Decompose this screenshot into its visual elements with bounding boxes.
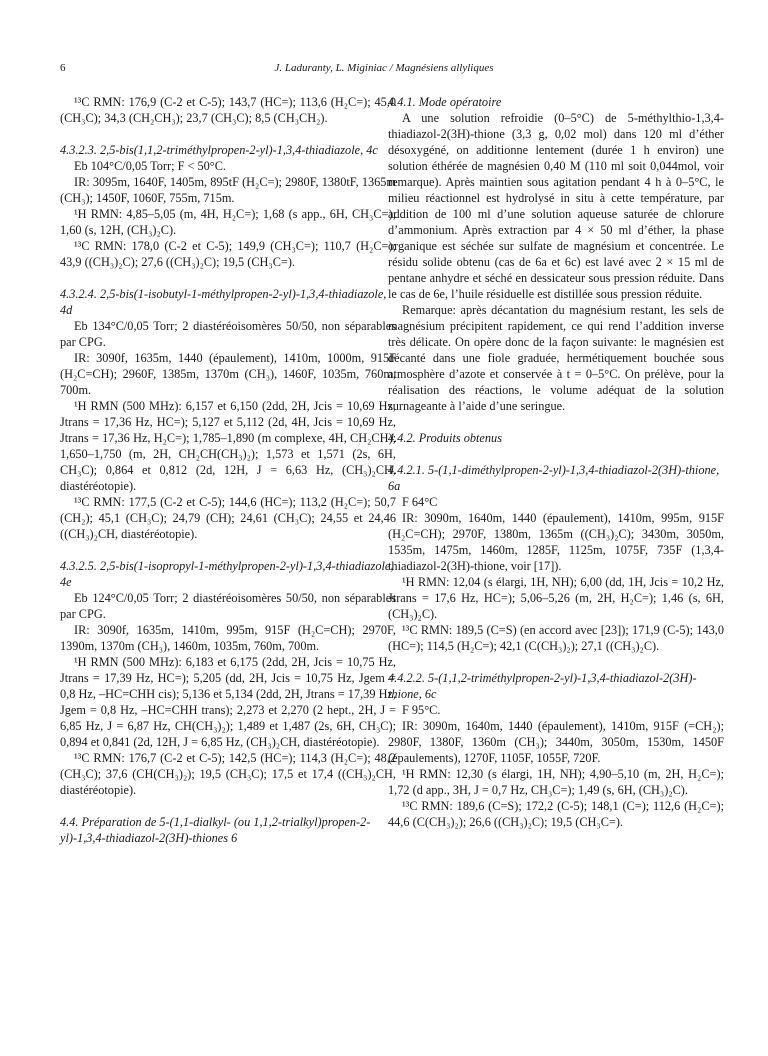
h1-nmr-4e: ¹H RMN (500 MHz): 6,183 et 6,175 (2dd, 2H, Jcis = 10,75 Hz, Jtrans = 17,39 Hz, HC=); 5,205 (dd, 2H, Jcis = 10,75 Hz, Jgem = 0,8 Hz, –HC=CHH cis); 5,136 et 5,134 (2dd, 2H, Jtrans = 17,39 Hz, Jgem = 0,8 Hz, –HC=CHH trans); 2,273 et 2,270 (2 hept., 2H, J = 6,85 Hz, J = 6,87 Hz, CH(CH₃)₂); 1,489 et 1,487 (2s, 6H, CH₃C); 0,894 et 0,841 (2d, 12H, J = 6,85 Hz, (CH₃)₂CH, diastéréotopie).: [60, 655, 396, 749]
ir-6a: IR: 3090m, 1640m, 1440 (épaulement), 1410m, 995m, 915F (H₂C=CH); 2970F, 1380m, 1365m ((CH₃)₂C); 3430m, 3050m, 1535m, 1475m, 1460m, 1285F, 1125m, 1075F, 735F (1,3,4-thiadiazol-2(3H)-thione, voir [17]).: [388, 511, 724, 573]
c13-nmr-4d: ¹³C RMN: 177,5 (C-2 et C-5); 144,6 (HC=); 113,2 (H₂C=); 50,7 (CH₂); 45,1 (CH₃C); 24,79 (CH); 24,61 (CH₃C); 24,55 et 24,46 ((CH₃)₂CH, diastéréotopie).: [60, 495, 396, 541]
h1-nmr-6a: ¹H RMN: 12,04 (s élargi, 1H, NH); 6,00 (dd, 1H, Jcis = 10,2 Hz, Jtrans = 17,6 Hz, HC=); 5,06–5,26 (m, 2H, H₂C=); 1,46 (s, 6H, (CH₃)₂C).: [388, 575, 724, 621]
h1-nmr-4c: ¹H RMN: 4,85–5,05 (m, 4H, H₂C=); 1,68 (s app., 6H, CH₃C=); 1,60 (s, 12H, (CH₃)₂C).: [60, 207, 396, 237]
c13-nmr-6c: ¹³C RMN: 189,6 (C=S); 172,2 (C-5); 148,1 (C=); 112,6 (H₂C=); 44,6 (C(CH₃)₂); 26,6 ((CH₃)₂C); 19,5 (CH₃C=).: [388, 799, 724, 829]
melting-point-6a: F 64°C: [402, 495, 438, 509]
section-heading-6c: 4.4.2.2. 5-(1,1,2-triméthylpropen-2-yl)-1,3,4-thiadiazol-2(3H)-thione, 6c: [388, 671, 697, 701]
remark-paragraph: Remarque: après décantation du magnésium restant, les sels de magnésium précipitent rapidement, ce qui rend l’addition inverse très délicate. On opère donc de la façon suivante: le magnésien est décanté dans une fiole graduée, hermétiquement bouchée sous atmosphère d’azote et conservée à t = 0–5°C. On prélève, pour la réalisation des réactions, le volume adéquat de la solution surnageante à l’aide d’une seringue.: [388, 303, 724, 413]
section-heading-produits: 4.4.2. Produits obtenus: [388, 431, 502, 445]
left-column: [60, 94, 396, 846]
page-number: 6: [60, 62, 66, 74]
section-heading-4-4: 4.4. Préparation de 5-(1,1-dialkyl- (ou 1,1,2-trialkyl)propen-2-yl)-1,3,4-thiadiazol-2(3H)-thiones 6: [60, 815, 371, 845]
section-heading-mode-operatoire: 4.4.1. Mode opératoire: [388, 95, 502, 109]
ir-4d: IR: 3090f, 1635m, 1440 (épaulement), 1410m, 1000m, 915F (H₂C=CH); 2960F, 1385m, 1370m (CH₃), 1460F, 1035m, 760m, 700m.: [60, 351, 396, 397]
boiling-point-4e: Eb 124°C/0,05 Torr; 2 diastéréoisomères 50/50, non séparables par CPG.: [60, 591, 396, 621]
ir-6c: IR: 3090m, 1640m, 1440 (épaulement), 1410m, 915F (=CH₂); 2980F, 1380F, 1360m (CH₃); 3440m, 3050m, 1530m, 1450F (épaulements), 1270F, 1105F, 1055F, 720F.: [388, 719, 724, 765]
section-heading-4c: 4.3.2.3. 2,5-bis(1,1,2-triméthylpropen-2-yl)-1,3,4-thiadiazole, 4c: [60, 143, 378, 157]
procedure-paragraph: A une solution refroidie (0–5°C) de 5-méthylthio-1,3,4-thiadiazol-2(3H)-thione (3,3 g, 0,02 mol) dans 120 ml d’éther désoxygéné, on additionne lentement (durée 1 h environ) une solution éthérée de magnésien 0,40 M (110 ml soit 0,044mol, voir remarque). Après maintien sous agitation pendant 4 h à 0–5°C, le milieu réactionnel est hydrolysé in situ à cette température, par addition de 100 ml d’une solution aqueuse saturée de chlorure d’ammonium. Après extraction par 4 × 50 ml d’éther, la phase organique est séchée sur sulfate de magnésium et concentrée. Le résidu solide obtenu (cas de 6a et 6c) est lavé avec 2 × 15 ml de pentane anhydre et séché en dessicateur sous pression réduite. Dans le cas de 6e, l’huile résiduelle est distillée sous pression réduite.: [388, 111, 724, 301]
h1-nmr-4d: ¹H RMN (500 MHz): 6,157 et 6,150 (2dd, 2H, Jcis = 10,69 Hz, Jtrans = 17,36 Hz, HC=); 5,127 et 5,112 (2d, 4H, Jcis = 10,69 Hz, Jtrans = 17,36 Hz, H₂C=); 1,785–1,890 (m complexe, 4H, CH₂CH); 1,650–1,750 (m, 2H, CH₂CH(CH₃)₂); 1,573 et 1,571 (2s, 6H, CH₃C); 0,864 et 0,812 (2d, 12H, J = 6,63 Hz, (CH₃)₂CH, diastéréotopie).: [60, 399, 396, 493]
h1-nmr-6c: ¹H RMN: 12,30 (s élargi, 1H, NH); 4,90–5,10 (m, 2H, H₂C=); 1,72 (d app., 3H, J = 0,7 Hz, CH₃C=); 1,49 (s, 6H, (CH₃)₂C).: [388, 767, 724, 797]
page-header: [0, 62, 768, 78]
ir-4e: IR: 3090f, 1635m, 1410m, 995m, 915F (H₂C=CH); 2970F, 1390m, 1370m (CH₃), 1460m, 1035m, 760m, 700m.: [60, 623, 396, 653]
section-heading-4e: 4.3.2.5. 2,5-bis(1-isopropyl-1-méthylpropen-2-yl)-1,3,4-thiadiazole, 4e: [60, 559, 394, 589]
melting-point-6c: F 95°C.: [402, 703, 441, 717]
right-column: [388, 94, 724, 830]
boiling-point-4d: Eb 134°C/0,05 Torr; 2 diastéréoisomères 50/50, non séparables par CPG.: [60, 319, 396, 349]
c13-nmr-4b: ¹³C RMN: 176,9 (C-2 et C-5); 143,7 (HC=); 113,6 (H₂C=); 45,0 (CH₃C); 34,3 (CH₂CH₃); 23,7 (CH₃C); 8,5 (CH₃CH₂).: [60, 95, 396, 125]
section-heading-4d: 4.3.2.4. 2,5-bis(1-isobutyl-1-méthylpropen-2-yl)-1,3,4-thiadiazole, 4d: [60, 287, 387, 317]
section-heading-6a: 4.4.2.1. 5-(1,1-diméthylpropen-2-yl)-1,3,4-thiadiazol-2(3H)-thione, 6a: [388, 463, 720, 493]
c13-nmr-6a: ¹³C RMN: 189,5 (C=S) (en accord avec [23]); 171,9 (C-5); 143,0 (HC=); 114,5 (H₂C=); 42,1 (C(CH₃)₂); 27,1 ((CH₃)₂C).: [388, 623, 724, 653]
c13-nmr-4c: ¹³C RMN: 178,0 (C-2 et C-5); 149,9 (CH₃C=); 110,7 (H₂C=); 43,9 ((CH₃)₂C); 27,6 ((CH₃)₂C); 19,5 (CH₃C=).: [60, 239, 396, 269]
boiling-point-4c: Eb 104°C/0,05 Torr; F < 50°C.: [74, 159, 226, 173]
ir-4c: IR: 3095m, 1640F, 1405m, 895tF (H₂C=); 2980F, 1380tF, 1365m (CH₃); 1450F, 1060F, 755m, 715m.: [60, 175, 396, 205]
c13-nmr-4e: ¹³C RMN: 176,7 (C-2 et C-5); 142,5 (HC=); 114,3 (H₂C=); 48,2 (CH₃C); 37,6 (CH(CH₃)₂); 19,5 (CH₃C); 17,5 et 17,4 ((CH₃)₂CH, diastéréotopie).: [60, 751, 396, 797]
running-title: J. Laduranty, L. Miginiac / Magnésiens allyliques: [274, 62, 494, 74]
